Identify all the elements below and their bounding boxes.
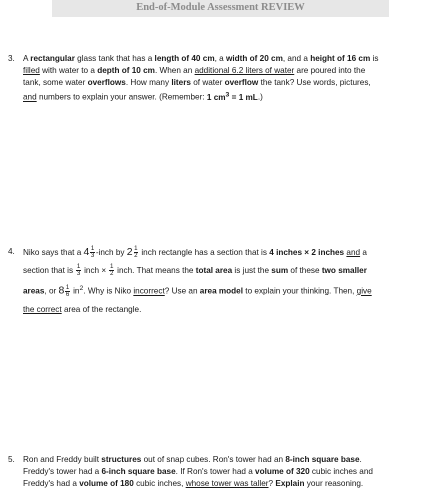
text-line xyxy=(23,454,432,466)
text-run: is xyxy=(370,54,379,63)
text-run-underline: give xyxy=(356,286,372,296)
fraction-numerator: 1 xyxy=(65,284,70,292)
text-run-bold: volume of 180 xyxy=(79,479,134,488)
text-run-bold: 4 inches × 2 inches xyxy=(269,248,345,257)
text-line xyxy=(23,243,432,262)
text-run: to explain your thinking. Then, xyxy=(243,286,357,296)
text-run: numbers to explain your answer. (Remember: xyxy=(36,92,207,102)
fraction xyxy=(90,246,94,259)
text-run-underline: incorrect xyxy=(133,286,165,296)
problem-5 xyxy=(8,454,432,490)
text-run: are poured into the xyxy=(294,66,366,75)
text-run: of water xyxy=(190,78,225,87)
fraction-denominator: 2 xyxy=(134,252,138,260)
text-run-bold: sum xyxy=(271,266,289,275)
text-run-bold: 6-inch square base xyxy=(101,467,176,476)
text-run: -inch by xyxy=(95,248,127,257)
problem-number: 5. xyxy=(8,455,15,464)
text-run-underline: additional 6.2 liters of water xyxy=(194,66,295,75)
text-run-underline: the correct xyxy=(23,304,62,314)
text-run: inch × xyxy=(81,266,109,275)
text-run-bold: volume of 320 xyxy=(255,467,310,476)
fraction-denominator: 6 xyxy=(65,291,70,299)
text-run: tank, some water xyxy=(23,78,88,87)
text-run-bold: height of 16 cm xyxy=(310,54,371,63)
problem-number: 4. xyxy=(8,247,15,256)
text-run-underline: filled xyxy=(23,66,40,75)
text-run: section that is xyxy=(23,266,76,275)
text-run-bold: depth of 10 cm xyxy=(97,66,155,75)
text-line xyxy=(23,280,432,301)
text-line xyxy=(23,262,432,280)
text-run-bold: liters xyxy=(171,78,191,87)
fraction xyxy=(134,246,138,259)
fraction-denominator: 2 xyxy=(109,270,114,278)
text-line xyxy=(23,77,432,89)
mixed-number-whole: 4 xyxy=(83,246,90,258)
text-run: .) xyxy=(257,92,263,102)
page-header xyxy=(52,0,389,17)
text-run-bold: total area xyxy=(195,266,233,275)
header-title: End-of-Module Assessment REVIEW xyxy=(136,2,305,13)
text-run: inch. That means the xyxy=(114,266,196,275)
problem-3 xyxy=(8,53,432,104)
fraction-denominator: 3 xyxy=(90,252,95,260)
text-run: Freddy's had a xyxy=(23,479,80,488)
text-run: out of snap cubes. Ron's tower had an xyxy=(141,455,286,464)
text-run: , or xyxy=(44,286,59,296)
fraction xyxy=(109,264,113,277)
text-run: A xyxy=(23,54,31,63)
problem-3-text xyxy=(23,53,432,104)
text-run: glass tank that has a xyxy=(74,54,155,63)
text-run-bold: rectangular xyxy=(30,54,75,63)
text-run: . If Ron's tower had a xyxy=(175,467,256,476)
text-run-bold: overflow xyxy=(224,78,259,87)
text-line xyxy=(23,478,432,490)
text-run: of these xyxy=(288,266,322,275)
text-run: 1 cm xyxy=(206,92,226,102)
problem-number: 3. xyxy=(8,54,15,63)
text-run-bold: overflows xyxy=(87,78,126,87)
text-run: = 1 mL xyxy=(229,92,258,102)
fraction-numerator: 1 xyxy=(76,263,81,271)
fraction xyxy=(76,264,80,277)
text-run: Ron and Freddy built xyxy=(23,455,102,464)
text-run-bold: area model xyxy=(199,286,244,296)
text-run: Freddy's tower had a xyxy=(23,467,102,476)
text-line xyxy=(23,53,432,65)
text-run: Niko says that a xyxy=(23,248,84,257)
fraction-numerator: 1 xyxy=(90,245,95,253)
fraction-numerator: 1 xyxy=(134,245,138,253)
text-run-underline: and xyxy=(23,92,37,102)
problem-4-text xyxy=(23,243,432,319)
text-run: your reasoning. xyxy=(304,479,364,488)
text-line xyxy=(23,466,432,478)
text-run-bold: Explain xyxy=(275,479,305,488)
text-run: is just the xyxy=(232,266,272,275)
fraction-denominator: 3 xyxy=(76,270,81,278)
text-run: with water to a xyxy=(39,66,98,75)
text-run: area of the rectangle. xyxy=(61,304,142,314)
fraction xyxy=(65,285,69,298)
text-run: , a xyxy=(214,54,226,63)
mixed-number-whole: 2 xyxy=(126,246,133,258)
text-run: the tank? Use words, pictures, xyxy=(258,78,371,87)
text-run: . Why is Niko xyxy=(83,286,134,296)
problem-5-text xyxy=(23,454,432,490)
text-run: cubic inches and xyxy=(309,467,373,476)
text-run-underline: whose tower was taller xyxy=(185,479,269,488)
text-run-bold: structures xyxy=(101,455,142,464)
text-run: . When an xyxy=(154,66,195,75)
text-run: cubic inches, xyxy=(133,479,186,488)
problem-4 xyxy=(8,243,432,319)
superscript: 2 xyxy=(79,285,84,292)
text-run-bold xyxy=(207,93,258,102)
mixed-number-whole: 8 xyxy=(58,284,65,297)
text-run: ? Use an xyxy=(164,286,200,296)
text-run: ? xyxy=(268,479,276,488)
text-run-bold: width of 20 cm xyxy=(226,54,283,63)
text-run-bold: 8-inch square base xyxy=(285,455,360,464)
text-run: , and a xyxy=(282,54,311,63)
text-run: a xyxy=(360,248,367,257)
text-line xyxy=(23,65,432,77)
superscript: 3 xyxy=(225,91,230,98)
text-run: . How many xyxy=(125,78,172,87)
text-run-bold: length of 40 cm xyxy=(154,54,215,63)
fraction-numerator: 1 xyxy=(109,263,114,271)
text-run-bold: two smaller xyxy=(321,266,367,275)
text-run-bold: areas xyxy=(23,286,45,296)
text-line xyxy=(23,301,432,319)
text-run: in xyxy=(70,286,80,296)
text-run-underline: and xyxy=(346,248,361,257)
text-run: inch rectangle has a section that is xyxy=(139,248,270,257)
text-run: . xyxy=(359,455,362,464)
text-line xyxy=(23,89,432,104)
